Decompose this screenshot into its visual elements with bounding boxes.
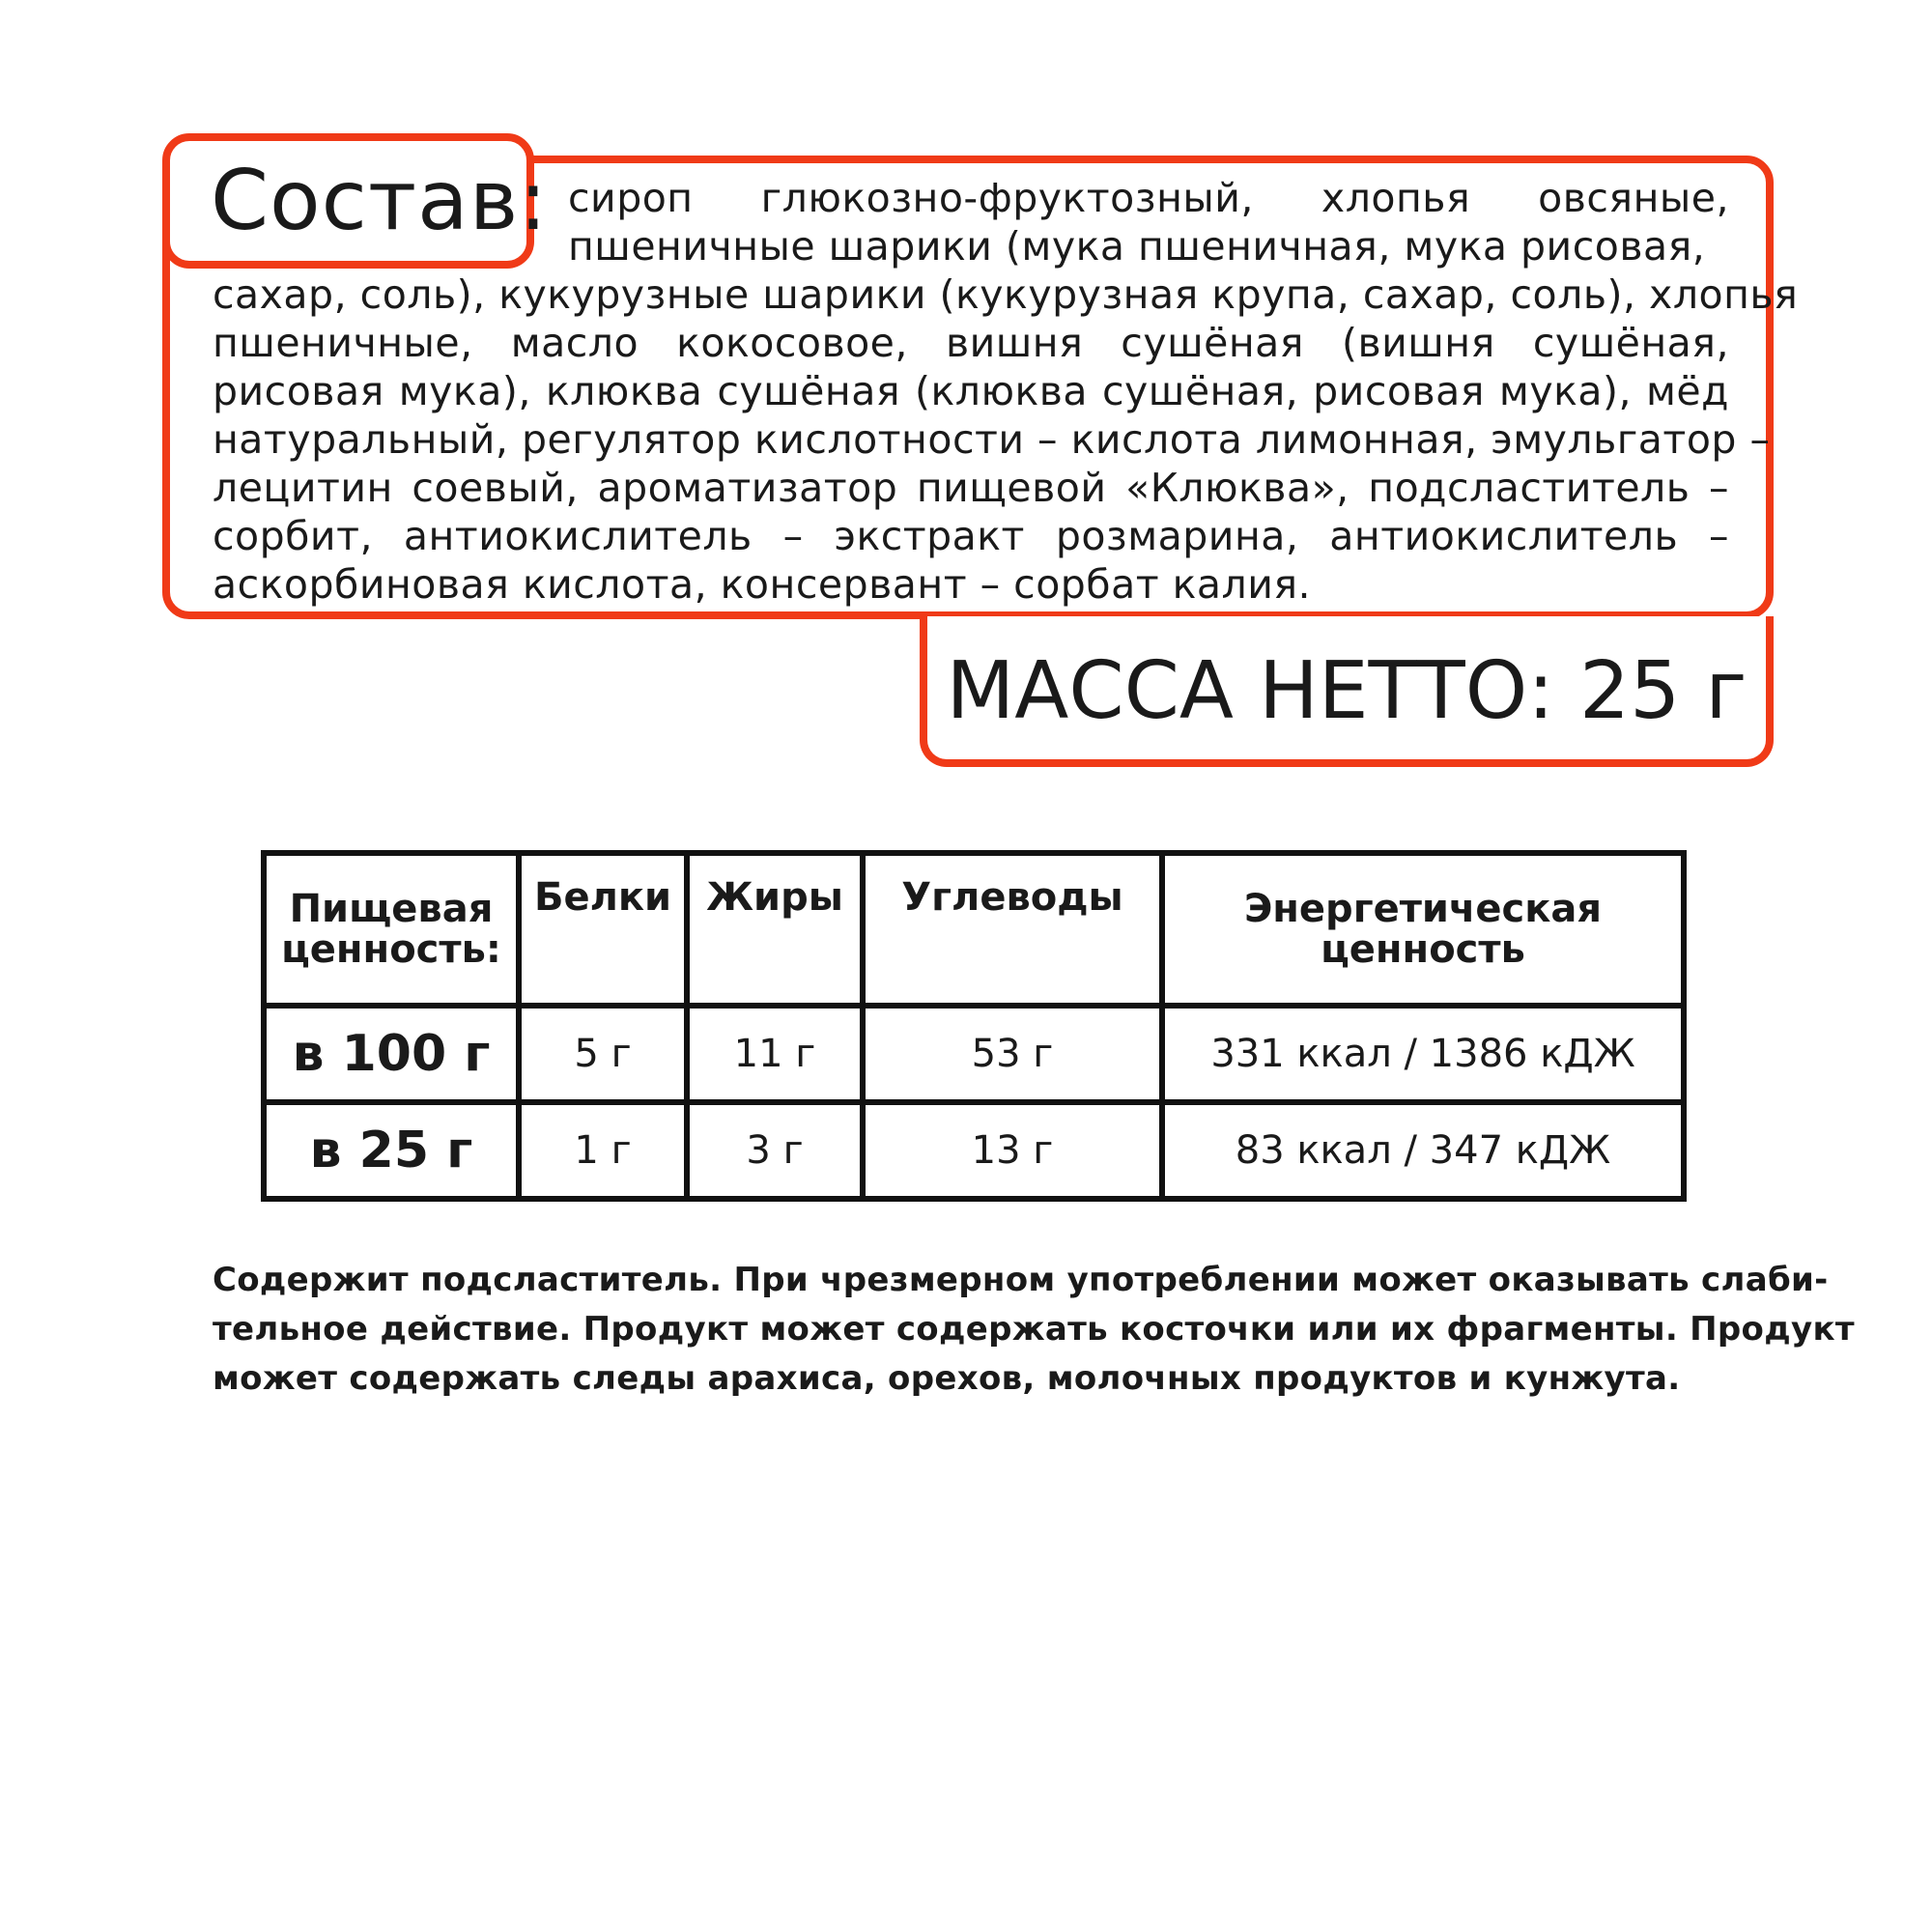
header-carbs: Углеводы	[863, 853, 1162, 1006]
warning-line: Содержит подсластитель. При чрезмерном употреблении может оказывать слаби-	[213, 1261, 1829, 1299]
protein-value: 1 г	[519, 1102, 687, 1199]
composition-line: сахар, соль), кукурузные шарики (кукурузная крупа, сахар, соль), хлопья	[213, 271, 1799, 318]
energy-value: 331 ккал / 1386 кДЖ	[1162, 1006, 1684, 1102]
row-label: в 25 г	[264, 1102, 519, 1199]
composition-line: сироп глюкозно-фруктозный, хлопья овсяные,	[568, 175, 1729, 221]
fat-value: 11 г	[687, 1006, 863, 1102]
header-nutritional-value	[264, 853, 519, 1006]
fat-value: 3 г	[687, 1102, 863, 1199]
carbs-value: 13 г	[863, 1102, 1162, 1199]
composition-line: пшеничные, масло кокосовое, вишня сушёная (вишня сушёная,	[213, 320, 1729, 366]
header-fat: Жиры	[687, 853, 863, 1006]
warning-text	[213, 1256, 1855, 1404]
energy-value: 83 ккал / 347 кДЖ	[1162, 1102, 1684, 1199]
carbs-value: 53 г	[863, 1006, 1162, 1102]
composition-line: натуральный, регулятор кислотности – кислота лимонная, эмульгатор –	[213, 416, 1771, 463]
warning-line: может содержать следы арахиса, орехов, молочных продуктов и кунжута.	[213, 1359, 1681, 1398]
nutrition-header-row	[264, 853, 1684, 1006]
nutrition-table	[261, 850, 1687, 1202]
header-text: Пищевая	[289, 887, 494, 931]
composition-line: пшеничные шарики (мука пшеничная, мука рисовая,	[568, 223, 1706, 270]
header-text: ценность:	[281, 927, 501, 972]
header-text: ценность	[1321, 927, 1525, 972]
row-label: в 100 г	[264, 1006, 519, 1102]
composition-line: лецитин соевый, ароматизатор пищевой «Клюква», подсластитель –	[213, 465, 1729, 511]
header-energy	[1162, 853, 1684, 1006]
header-protein: Белки	[519, 853, 687, 1006]
composition-line: сорбит, антиокислитель – экстракт розмарина, антиокислитель –	[213, 513, 1729, 559]
table-row	[264, 1006, 1684, 1102]
protein-value: 5 г	[519, 1006, 687, 1102]
header-text: Энергетическая	[1243, 887, 1603, 931]
composition-line: аскорбиновая кислота, консервант – сорбат калия.	[213, 561, 1312, 608]
composition-label: Состав:	[211, 153, 549, 249]
net-weight: МАССА НЕТТО: 25 г	[946, 645, 1747, 737]
composition-line: рисовая мука), клюква сушёная (клюква сушёная, рисовая мука), мёд	[213, 368, 1729, 414]
warning-line: тельное действие. Продукт может содержать косточки или их фрагменты. Продукт	[213, 1310, 1855, 1349]
table-row	[264, 1102, 1684, 1199]
